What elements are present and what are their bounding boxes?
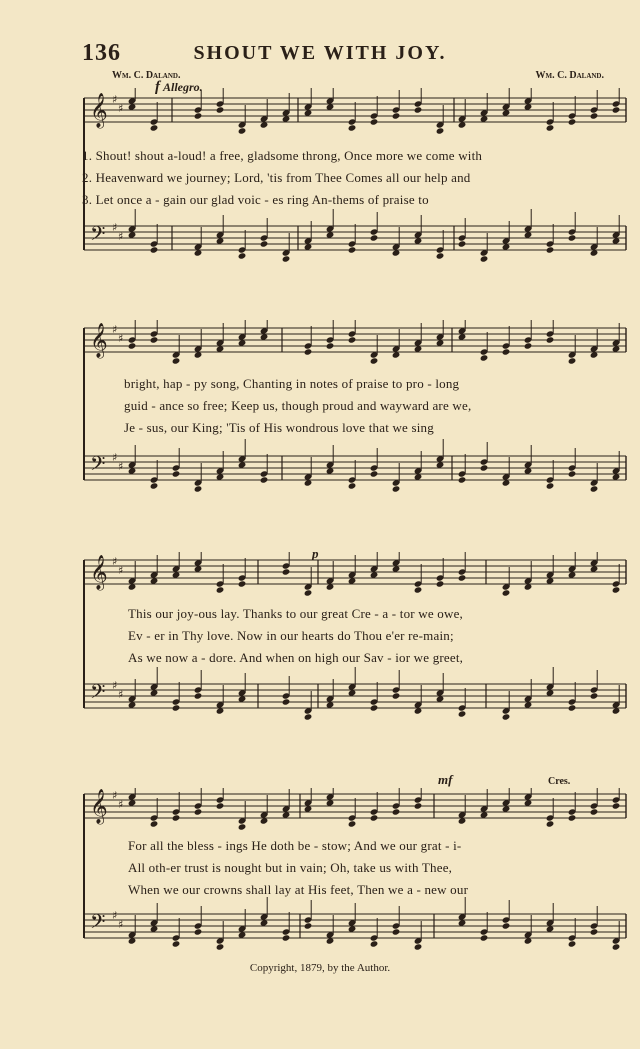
hymn-title: SHOUT WE WITH JOY. [193,42,447,64]
notehead [282,934,291,941]
notehead [546,124,555,131]
lyric-line-7: This our joy-ous lay. Thanks to our great Cre - a - tor we owe, [128,606,463,621]
notehead [546,482,555,489]
sharp-icon: ♯ [118,102,124,115]
notehead [326,342,335,349]
notehead [480,934,489,941]
sharp-icon: ♯ [112,221,118,234]
notehead [392,928,401,935]
notehead [414,106,423,113]
page-number: 136 [82,40,121,66]
notehead [260,240,269,247]
notehead [480,354,489,361]
notehead [282,255,291,262]
notehead [568,470,577,477]
lyric-line-5: guid - ance so free; Keep us, though proud and wayward are we, [124,398,472,413]
notehead [612,586,621,593]
notehead [480,464,489,471]
tempo-text: Allegro. [163,80,203,94]
sharp-icon: ♯ [112,555,118,568]
notehead [414,943,423,950]
notehead [414,802,423,809]
notehead [392,485,401,492]
notehead [590,808,599,815]
treble-clef-icon: 𝄞 [90,93,108,128]
lyric-line-2: 2. Heavenward we journey; Lord, 'tis from Thee Comes all our help and [82,170,471,185]
lyric-line-3: 3. Let once a - gain our glad voic - es ring An-thems of praise to [82,192,429,207]
notehead [216,106,225,113]
notehead [304,713,313,720]
notehead [546,246,555,253]
notehead [590,928,599,935]
notehead [370,470,379,477]
notehead [260,476,269,483]
forte-mark: f [155,79,160,95]
sharp-icon: ♯ [118,688,124,701]
lyric-line-4: bright, hap - py song, Chanting in notes of praise to pro - long [124,376,460,391]
sharp-icon: ♯ [112,323,118,336]
notehead [172,704,181,711]
notehead [502,348,511,355]
lyric-line-9: As we now a - dore. And when on high our Sav - ior we greet, [128,650,464,665]
lyric-line-12: When we our crowns shall lay at His feet, Then we a - new our [128,882,469,897]
notehead [348,482,357,489]
bass-clef-icon: 𝄢 [90,222,106,250]
sharp-icon: ♯ [112,789,118,802]
notehead [216,586,225,593]
crescendo-mark: Cres. [548,776,571,787]
notehead [172,940,181,947]
sharp-icon: ♯ [118,332,124,345]
notehead [568,940,577,947]
notehead [370,814,379,821]
notehead [348,820,357,827]
notehead [194,112,203,119]
music-system-1 [82,88,628,280]
sharp-icon: ♯ [118,918,124,931]
notehead [590,112,599,119]
notehead [370,118,379,125]
sharp-icon: ♯ [112,93,118,106]
notehead [238,127,247,134]
music-credit: Wm. C. Daland. [535,70,604,81]
bass-clef-icon: 𝄢 [90,910,106,938]
sharp-icon: ♯ [112,451,118,464]
notehead [458,476,467,483]
sharp-icon: ♯ [118,460,124,473]
notehead [150,246,159,253]
notehead [546,820,555,827]
notehead [282,568,291,575]
music-system-4 [82,772,628,958]
notehead [150,820,159,827]
notehead [216,802,225,809]
words-credit: Wm. C. Daland. [112,70,181,81]
bass-clef-icon: 𝄢 [90,452,106,480]
notehead [458,574,467,581]
notehead [172,470,181,477]
notehead [304,589,313,596]
notehead [370,234,379,241]
notehead [480,255,489,262]
notehead [238,252,247,259]
lyric-line-6: Je - sus, our King; 'Tis of His wondrous love that we sing [124,420,434,435]
notehead [150,124,159,131]
notehead [568,704,577,711]
sharp-icon: ♯ [112,679,118,692]
lyric-line-8: Ev - er in Thy love. Now in our hearts do Thou e'er re-main; [128,628,454,643]
notehead [194,692,203,699]
notehead [502,589,511,596]
notehead [370,940,379,947]
notehead [172,357,181,364]
notehead [436,127,445,134]
notehead [568,814,577,821]
treble-clef-icon: 𝄞 [90,323,108,358]
notehead [348,246,357,253]
notehead [436,252,445,259]
notehead [392,808,401,815]
notehead [238,823,247,830]
notehead [590,485,599,492]
notehead [590,692,599,699]
notehead [172,814,181,821]
sharp-icon: ♯ [118,230,124,243]
sharp-icon: ♯ [112,909,118,922]
notehead [238,580,247,587]
mezzo-forte-mark: mf [438,772,453,787]
music-system-3 [82,546,628,734]
notehead [370,704,379,711]
notehead [524,342,533,349]
notehead [128,342,137,349]
notehead [502,713,511,720]
music-system-2 [82,320,628,502]
treble-clef-icon: 𝄞 [90,789,108,824]
lyric-line-11: All oth-er trust is nought but in vain; Oh, take us with Thee, [128,860,453,875]
copyright-notice: Copyright, 1879, by the Author. [249,962,391,974]
notehead [348,124,357,131]
notehead [612,943,621,950]
lyric-line-10: For all the bless - ings He doth be - stow; And we our grat - i- [128,838,462,853]
notehead [348,336,357,343]
notehead [150,482,159,489]
notehead [194,485,203,492]
notehead [568,118,577,125]
sharp-icon: ♯ [118,564,124,577]
lyric-line-1: 1. Shout! shout a-loud! a free, gladsome throng, Once more we come with [82,148,483,163]
notehead [502,922,511,929]
notehead [458,240,467,247]
notehead [150,336,159,343]
bass-clef-icon: 𝄢 [90,680,106,708]
notehead [546,336,555,343]
notehead [458,710,467,717]
notehead [216,943,225,950]
notehead [194,808,203,815]
notehead [436,580,445,587]
notehead [568,357,577,364]
notehead [282,698,291,705]
notehead [612,106,621,113]
notehead [370,357,379,364]
treble-clef-icon: 𝄞 [90,555,108,590]
notehead [304,922,313,929]
sharp-icon: ♯ [118,798,124,811]
piano-mark: p [312,546,319,561]
notehead [612,802,621,809]
notehead [414,586,423,593]
notehead [392,692,401,699]
notehead [194,928,203,935]
notehead [304,348,313,355]
notehead [392,112,401,119]
notehead [568,234,577,241]
